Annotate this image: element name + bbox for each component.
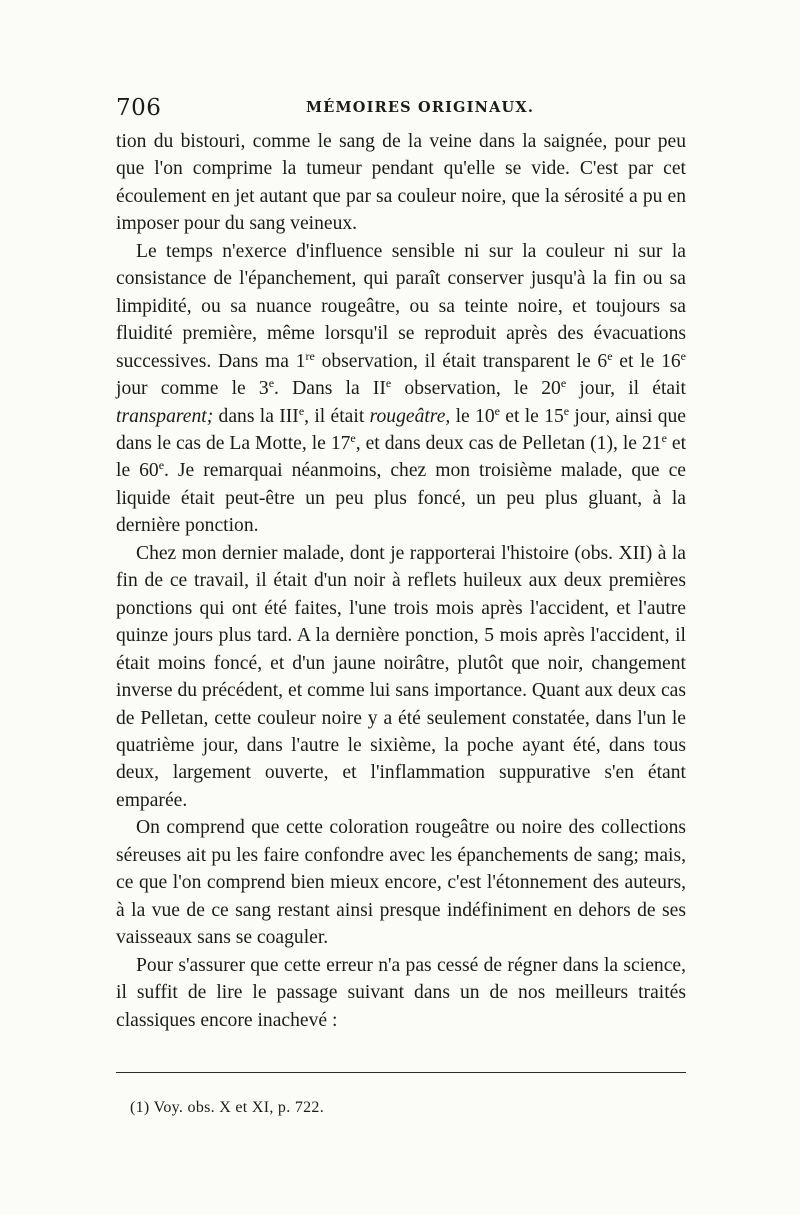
text-run: le 10 — [450, 405, 495, 427]
ordinal-superscript: e — [268, 376, 275, 391]
ordinal-superscript: e — [661, 430, 667, 445]
text-run: Chez mon dernier malade, dont je rapporterai l'histoire (obs. XII) à la fin de ce travail, il était d'un noir à reflets huileux aux deux premières ponctions qui ont été faites, l'une trois mois après l'accident, et l'autre quinze jours plus tard. A la dernière ponction, 5 mois après l'accident, il était moins foncé, et d'un jaune noirâtre, plutôt que noir, changement inverse du précédent, et comme lui sans importance. Quant aux deux cas de Pelletan, cette couleur noire y a été seulement constatée, dans l'un le quatrième jour, dans l'autre le sixième, la poche ayant été, dans tous deux, largement ouverte, et l'inflammation suppurative s'en étant emparée. — [116, 542, 686, 811]
ordinal-superscript: re — [305, 348, 315, 363]
text-run: Le temps n'exerce d'influence sensible ni sur la couleur ni sur la consistance de l'épanchement, qui paraît conserver jusqu'à la fin ou sa limpidité, ou sa nuance rougeâtre, ou sa teinte noire, et toujours sa fluidité première, même lorsqu'il se reproduit après des évacuations successives. Dans ma 1 — [116, 240, 686, 372]
page-header — [116, 95, 686, 125]
text-run: , il était — [304, 405, 370, 427]
italic-text: transparent; — [116, 405, 214, 427]
footnote: (1) Voy. obs. X et XI, p. 722. — [130, 1099, 325, 1116]
ordinal-superscript: e — [563, 403, 570, 418]
text-run: observation, il était transparent le 6 — [314, 350, 608, 372]
ordinal-superscript: e — [494, 403, 500, 418]
text-run: jour, il était — [566, 378, 686, 400]
text-run: , et dans deux cas de Pelletan (1), le 21 — [355, 432, 662, 454]
text-run: observation, le 20 — [391, 378, 561, 400]
text-run: et le 16 — [612, 350, 681, 372]
text-run: . Je remarquai néanmoins, chez mon troisième malade, que ce liquide était peut-être un peu plus foncé, un peu plus gluant, à la dernière ponction. — [116, 460, 686, 537]
text-run: tion du bistouri, comme le sang de la veine dans la saignée, pour peu que l'on comprime la tumeur pendant qu'elle se vide. C'est par cet écoulement en jet autant que par sa couleur noire, que la sérosité a pu en imposer pour du sang veineux. — [116, 131, 686, 235]
paragraph — [116, 238, 686, 540]
ordinal-superscript: e — [680, 348, 686, 363]
ordinal-superscript: e — [298, 403, 305, 418]
paragraph — [116, 128, 686, 238]
ordinal-superscript: e — [385, 376, 392, 391]
page-number: 706 — [116, 95, 162, 121]
paragraph — [116, 814, 686, 951]
text-run: . Dans la II — [274, 378, 386, 400]
paragraph — [116, 540, 686, 815]
footnote-rule — [116, 1072, 686, 1073]
ordinal-superscript: e — [607, 348, 613, 363]
running-head: MÉMOIRES ORIGINAUX. — [306, 99, 535, 116]
italic-text: rougeâtre, — [369, 405, 451, 427]
text-run: On comprend que cette coloration rougeâtre ou noire des collections séreuses ait pu les faire confondre avec les épanchements de sang; mais, ce que l'on comprend bien mieux encore, c'est l'étonnement des auteurs, à la vue de ce sang restant ainsi presque indéfiniment en dehors de ses vaisseaux sans se coaguler. — [116, 817, 686, 949]
paragraph — [116, 952, 686, 1034]
text-run: et le 60 — [116, 432, 687, 482]
ordinal-superscript: e — [350, 430, 356, 445]
text-run: et le 15 — [499, 405, 564, 427]
text-run: dans la III — [213, 405, 299, 427]
text-run: Pour s'assurer que cette erreur n'a pas cessé de régner dans la science, il suffit de lire le passage suivant dans un de nos meilleurs traités classiques encore inachevé : — [116, 954, 686, 1031]
text-run: jour comme le 3 — [116, 378, 269, 400]
ordinal-superscript: e — [158, 458, 165, 473]
text-run: jour, ainsi que dans le cas de La Motte, le 17 — [116, 405, 687, 454]
body-text — [116, 128, 686, 1034]
ordinal-superscript: e — [560, 376, 567, 391]
